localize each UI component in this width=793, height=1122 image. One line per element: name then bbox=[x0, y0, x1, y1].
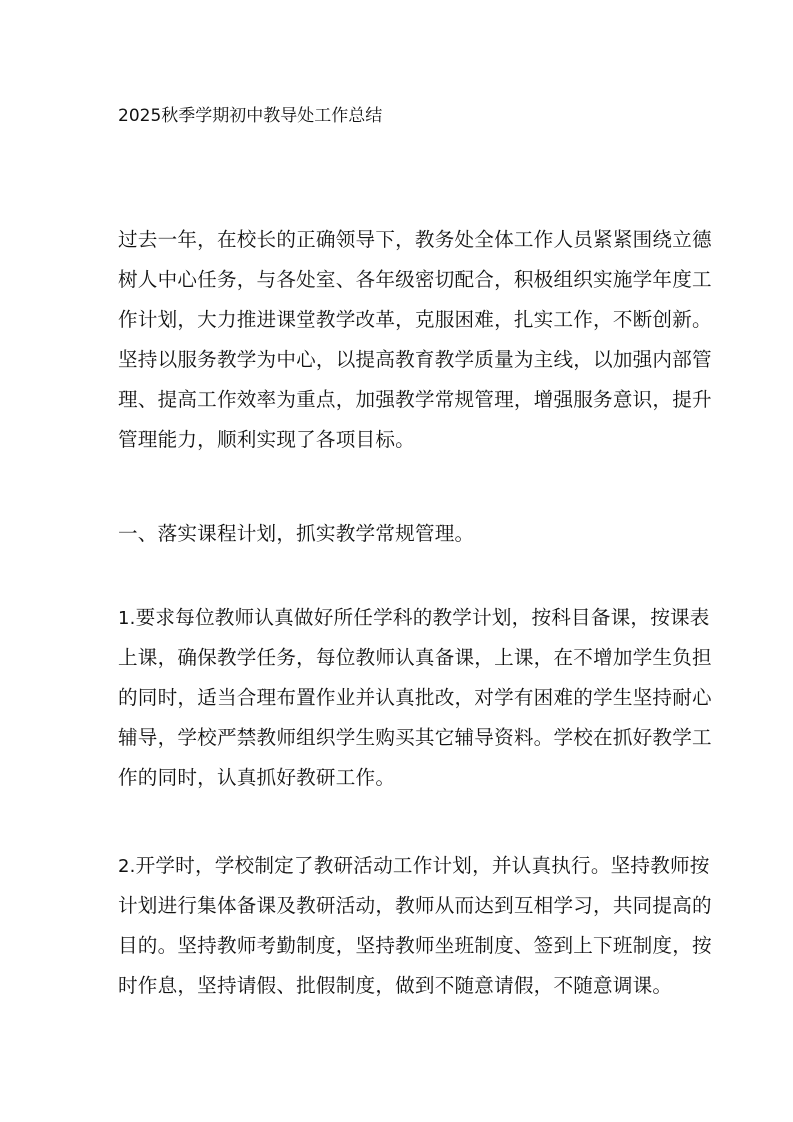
paragraph-line bbox=[118, 598, 710, 638]
heading-line: 一、落实课程计划，抓实教学常规管理。 bbox=[118, 522, 475, 545]
item-number: 1. bbox=[118, 608, 136, 629]
paragraph-line: 管理能力，顺利实现了各项目标。 bbox=[118, 428, 415, 451]
line-text: 要求每位教师认真做好所任学科的教学计划，按科目备课，按课表 bbox=[135, 606, 710, 629]
paragraph-line: 作的同时，认真抓好教研工作。 bbox=[118, 766, 396, 789]
line-text: 开学时，学校制定了教研活动工作计划，并认真执行。坚持教师按 bbox=[135, 854, 710, 877]
paragraph-line: 的同时，适当合理布置作业并认真批改，对学有困难的学生坚持耐心 bbox=[118, 686, 712, 709]
paragraph-line: 上课，确保教学任务，每位教师认真备课，上课，在不增加学生负担 bbox=[118, 646, 712, 669]
paragraph-line: 计划进行集体备课及教研活动，教师从而达到互相学习，共同提高的 bbox=[118, 894, 712, 917]
paragraph-line: 时作息，坚持请假、批假制度，做到不随意请假，不随意调课。 bbox=[118, 974, 673, 997]
item-number: 2. bbox=[118, 856, 136, 877]
paragraph-line: 理、提高工作效率为重点，加强教学常规管理，增强服务意识，提升 bbox=[118, 388, 712, 411]
paragraph-line: 作计划，大力推进课堂教学改革，克服困难，扎实工作，不断创新。 bbox=[118, 308, 712, 331]
paragraph-line: 辅导，学校严禁教师组织学生购买其它辅导资料。学校在抓好教学工 bbox=[118, 726, 712, 749]
paragraph-line bbox=[118, 846, 710, 886]
intro-paragraph bbox=[118, 220, 712, 460]
section-1-heading bbox=[118, 514, 684, 554]
item-1-paragraph bbox=[118, 598, 712, 798]
document-title: 2025秋季学期初中教导处工作总结 bbox=[118, 106, 383, 126]
paragraph-line: 目的。坚持教师考勤制度，坚持教师坐班制度、签到上下班制度，按 bbox=[118, 934, 712, 957]
paragraph-line: 树人中心任务，与各处室、各年级密切配合，积极组织实施学年度工 bbox=[118, 268, 712, 291]
paragraph-line: 坚持以服务教学为中心，以提高教育教学质量为主线，以加强内部管 bbox=[118, 348, 712, 371]
item-2-paragraph bbox=[118, 846, 712, 1006]
paragraph-line: 过去一年，在校长的正确领导下，教务处全体工作人员紧紧围绕立德 bbox=[118, 228, 712, 251]
